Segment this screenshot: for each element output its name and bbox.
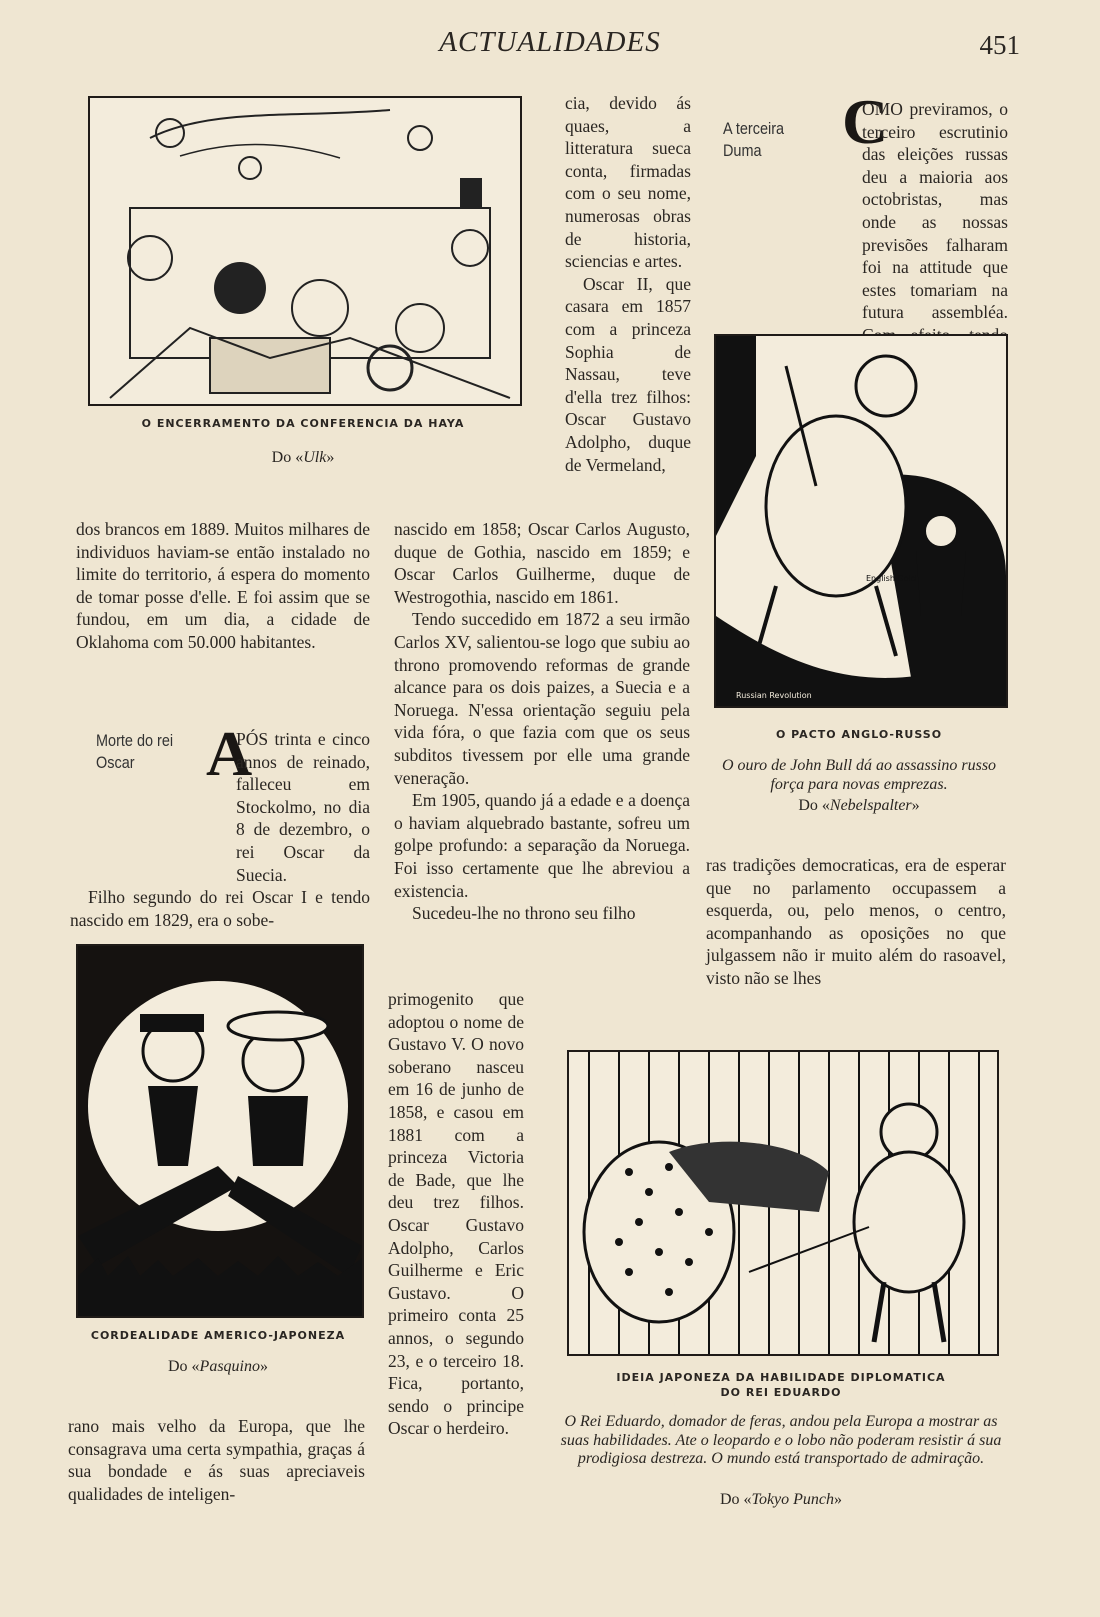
source-prefix: Do « [271,449,304,466]
paragraph-intro: PÓS trinta e cinco annos de reinado, falleceu em Stockolmo, no dia 8 de dezembro, o rei Oscar da Suecia. [236,729,370,885]
illustration-japoneza [567,1050,999,1356]
paragraph: rano mais velho da Europa, que lhe consagrava uma certa sympathia, graças á sua bondade e ás suas apreciaveis qualidades de inteligen- [68,1416,365,1504]
page-header-title: ACTUALIDADES [439,26,661,58]
source-suffix: » [260,1358,268,1375]
article-morte-col-b-top [565,92,691,476]
article-terceira-duma [712,98,1008,369]
caption-americo-japoneza: CORDEALIDADE AMERICO-JAPONEZA [90,1329,346,1342]
japoneza-drawing [569,1052,997,1354]
article-morte-col-b-mid [394,518,690,925]
source-prefix: Do « [167,1358,200,1375]
source-name: Tokyo Punch [751,1491,835,1508]
paragraph: ras tradições democraticas, era de esperar que no parlamento occupassem a esquerda, ou, pelo menos, o centro, acompanhando as oposições no que julgassem não ir muito além do rasoavel, visto não se lhes [706,855,1006,988]
haya-cartoon-drawing [90,98,520,404]
article-morte-cont [68,1415,365,1505]
page-number: 451 [979,30,1020,60]
note-japoneza: O Rei Eduardo, domador de feras, andou pela Europa a mostrar as suas habilidades. Ate o leopardo e o lobo não poderam resistir á sua prodigiosa destreza. O mundo está transportado de admiração. [560,1413,1002,1467]
paragraph: Em 1905, quando já a edade e a doença o haviam alquebrado bastante, sofreu um golpe profundo: a separação da Noruega. Foi isso certamente que lhe abreviou a existencia. [394,790,690,901]
caption-line-2: DO REI EDUARDO [720,1386,842,1399]
caption-haya: O ENCERRAMENTO DA CONFERENCIA DA HAYA [141,417,465,430]
paragraph: Sucedeu-lhe no throno seu filho [412,903,636,924]
source-prefix: Do « [719,1491,752,1508]
illustration-anglo-russo [714,334,1008,708]
article-morte-col-b-bottom [388,988,524,1440]
source-suffix: » [834,1491,843,1508]
paragraph: Filho segundo do rei Oscar I e tendo nascido em 1829, era o sobe- [70,887,370,930]
paragraph: Oscar II, que casara em 1857 com a princeza Sophia de Nassau, teve d'ella trez filhos: Oscar Gustavo Adolpho, duque de Vermeland, [565,273,691,475]
source-pasquino [60,1358,376,1376]
inner-label-revolution: Russian Revolution [736,691,812,700]
source-suffix: » [911,797,920,814]
article-terceira-duma-cont [706,854,1006,990]
source-tokyo-punch [567,1491,995,1509]
paragraph: Tendo succedido em 1872 a seu irmão Carlos XV, salientou-se logo que subiu ao throno promovendo reformas de grande alcance para os dois paizes, a Suecia e a Noruega. N'essa orientação seguiu pela vida fóra, o que fazia com que os seus subditos tivessem por elle uma grande veneração. [394,609,690,788]
source-haya [88,449,518,467]
americo-japoneza-drawing [78,946,362,1316]
paragraph-intro: OMO previramos, o terceiro escrutinio das eleições russas deu a maioria aos octobristas, mas onde as nossas previsões falharam foi na attitude que estes tomariam na futura assembléa. [862,99,1008,323]
article-oklahoma-end [76,518,370,654]
source-name: Ulk [303,449,327,466]
source-suffix: » [326,449,335,466]
illustration-haya-conference [88,96,522,406]
article-morte-rei-oscar [70,728,370,931]
paragraph: cia, devido ás quaes, a litteratura sueca conta, firmadas com o seu nome, numerosas obras de historia, sciencias e artes. [565,93,691,272]
caption-anglo-russo: O PACTO ANGLO-RUSSO [775,728,943,741]
note-anglo-russo: O ouro de John Bull dá ao assassino russo força para novas emprezas. [721,757,997,793]
caption-line-1: IDEIA JAPONEZA DA HABILIDADE DIPLOMATICA [616,1371,946,1384]
anglo-russo-drawing [716,336,1006,706]
source-nebelspalter [714,797,1004,815]
paragraph: nascido em 1858; Oscar Carlos Augusto, duque de Gothia, nascido em 1859; e Oscar Carlos Guilherme, duque de Westrogothia, nascido em 1861. [394,519,690,607]
source-name: Pasquino [199,1358,260,1375]
inner-label-gold: English Gold [866,574,916,583]
dropcap-c: C [842,86,889,157]
sidehead-morte-rei-oscar: Morte do rei Oscar [96,731,174,772]
dropcap-a: A [206,718,253,789]
illustration-americo-japoneza [76,944,364,1318]
source-name: Nebelspalter [829,797,912,814]
sidehead-terceira-duma: A terceira Duma [723,119,785,160]
caption-japoneza [567,1370,995,1400]
source-prefix: Do « [798,797,830,814]
paragraph: primogenito que adoptou o nome de Gustavo V. O novo soberano nasceu em 16 de junho de 1858, e casou em 1881 com a princeza Victoria de Bade, que lhe deu trez filhos. Oscar Gustavo Adolpho, Carlos Guilherme e Eric Gustavo. O primeiro conta 25 annos, o segundo 23, e o terceiro 18. Fica, portanto, sendo o principe Oscar o herdeiro. [388,989,524,1439]
paragraph: dos brancos em 1889. Muitos milhares de individuos haviam-se então instalado no limite do territorio, á espera do momento de tomar posse d'elle. E foi assim que se fundou, em um dia, a cidade de Oklahoma com 50.000 habitantes. [76,519,370,652]
